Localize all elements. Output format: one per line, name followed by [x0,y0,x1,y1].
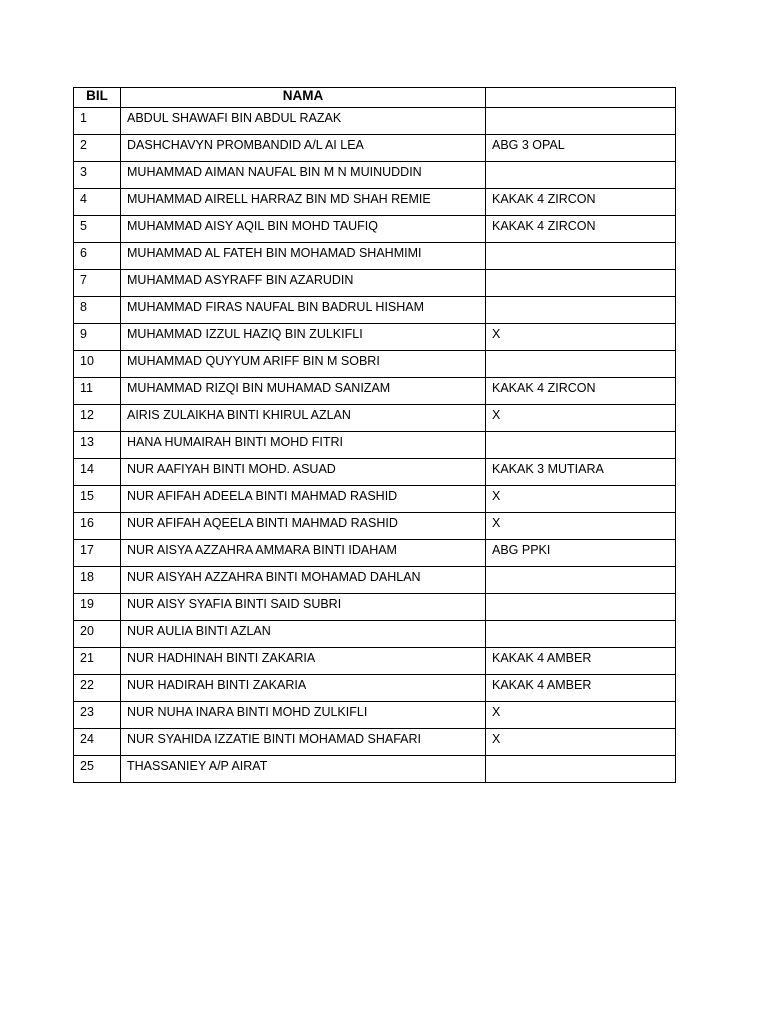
student-name-cell: MUHAMMAD AISY AQIL BIN MOHD TAUFIQ [121,216,486,243]
student-roster-table [73,87,676,783]
row-number-cell: 17 [74,540,121,567]
student-name-cell: MUHAMMAD RIZQI BIN MUHAMAD SANIZAM [121,378,486,405]
note-cell [486,270,676,297]
student-name-cell: AIRIS ZULAIKHA BINTI KHIRUL AZLAN [121,405,486,432]
row-number-cell: 6 [74,243,121,270]
note-cell [486,108,676,135]
header-bil: BIL [74,88,121,108]
table-row [74,378,676,405]
row-number-cell: 22 [74,675,121,702]
table-row [74,459,676,486]
table-row [74,351,676,378]
student-name-cell: MUHAMMAD AL FATEH BIN MOHAMAD SHAHMIMI [121,243,486,270]
note-cell [486,297,676,324]
student-name-cell: MUHAMMAD IZZUL HAZIQ BIN ZULKIFLI [121,324,486,351]
note-cell [486,621,676,648]
note-cell: X [486,405,676,432]
row-number-cell: 19 [74,594,121,621]
table-row [74,324,676,351]
note-cell: X [486,324,676,351]
student-name-cell: MUHAMMAD AIMAN NAUFAL BIN M N MUINUDDIN [121,162,486,189]
student-name-cell: NUR AISY SYAFIA BINTI SAID SUBRI [121,594,486,621]
row-number-cell: 25 [74,756,121,783]
table-row [74,270,676,297]
row-number-cell: 16 [74,513,121,540]
header-note [486,88,676,108]
note-cell [486,162,676,189]
table-row [74,189,676,216]
student-name-cell: NUR HADHINAH BINTI ZAKARIA [121,648,486,675]
row-number-cell: 20 [74,621,121,648]
row-number-cell: 12 [74,405,121,432]
row-number-cell: 3 [74,162,121,189]
row-number-cell: 23 [74,702,121,729]
student-name-cell: DASHCHAVYN PROMBANDID A/L AI LEA [121,135,486,162]
note-cell: X [486,486,676,513]
table-row [74,297,676,324]
note-cell [486,432,676,459]
row-number-cell: 14 [74,459,121,486]
note-cell: KAKAK 4 ZIRCON [486,378,676,405]
row-number-cell: 10 [74,351,121,378]
table-row [74,432,676,459]
row-number-cell: 1 [74,108,121,135]
row-number-cell: 8 [74,297,121,324]
note-cell: KAKAK 4 AMBER [486,675,676,702]
student-name-cell: NUR AISYA AZZAHRA AMMARA BINTI IDAHAM [121,540,486,567]
table-row [74,675,676,702]
note-cell: KAKAK 4 ZIRCON [486,189,676,216]
student-name-cell: MUHAMMAD QUYYUM ARIFF BIN M SOBRI [121,351,486,378]
note-cell: X [486,702,676,729]
note-cell [486,594,676,621]
student-name-cell: THASSANIEY A/P AIRAT [121,756,486,783]
note-cell: KAKAK 4 ZIRCON [486,216,676,243]
row-number-cell: 9 [74,324,121,351]
student-name-cell: HANA HUMAIRAH BINTI MOHD FITRI [121,432,486,459]
note-cell: X [486,513,676,540]
note-cell: KAKAK 4 AMBER [486,648,676,675]
student-name-cell: NUR HADIRAH BINTI ZAKARIA [121,675,486,702]
table-row [74,162,676,189]
student-name-cell: NUR SYAHIDA IZZATIE BINTI MOHAMAD SHAFARI [121,729,486,756]
student-name-cell: NUR AFIFAH AQEELA BINTI MAHMAD RASHID [121,513,486,540]
note-cell: KAKAK 3 MUTIARA [486,459,676,486]
table-row [74,540,676,567]
row-number-cell: 5 [74,216,121,243]
row-number-cell: 7 [74,270,121,297]
table-row [74,486,676,513]
table-row [74,756,676,783]
table-row [74,405,676,432]
table-row [74,729,676,756]
note-cell: ABG 3 OPAL [486,135,676,162]
student-name-cell: NUR AFIFAH ADEELA BINTI MAHMAD RASHID [121,486,486,513]
header-nama: NAMA [121,88,486,108]
table-row [74,108,676,135]
table-row [74,621,676,648]
student-name-cell: MUHAMMAD ASYRAFF BIN AZARUDIN [121,270,486,297]
student-name-cell: NUR AISYAH AZZAHRA BINTI MOHAMAD DAHLAN [121,567,486,594]
note-cell: ABG PPKI [486,540,676,567]
table-row [74,648,676,675]
table-body [74,108,676,783]
row-number-cell: 4 [74,189,121,216]
row-number-cell: 13 [74,432,121,459]
student-name-cell: NUR NUHA INARA BINTI MOHD ZULKIFLI [121,702,486,729]
student-name-cell: NUR AULIA BINTI AZLAN [121,621,486,648]
student-name-cell: MUHAMMAD AIRELL HARRAZ BIN MD SHAH REMIE [121,189,486,216]
row-number-cell: 21 [74,648,121,675]
student-name-cell: MUHAMMAD FIRAS NAUFAL BIN BADRUL HISHAM [121,297,486,324]
student-name-cell: ABDUL SHAWAFI BIN ABDUL RAZAK [121,108,486,135]
row-number-cell: 15 [74,486,121,513]
note-cell [486,351,676,378]
table-row [74,243,676,270]
table-row [74,216,676,243]
row-number-cell: 18 [74,567,121,594]
row-number-cell: 24 [74,729,121,756]
note-cell: X [486,729,676,756]
row-number-cell: 2 [74,135,121,162]
table-header-row [74,88,676,108]
table-row [74,594,676,621]
table-row [74,513,676,540]
note-cell [486,567,676,594]
student-name-cell: NUR AAFIYAH BINTI MOHD. ASUAD [121,459,486,486]
note-cell [486,756,676,783]
row-number-cell: 11 [74,378,121,405]
table-row [74,567,676,594]
table-row [74,135,676,162]
table-row [74,702,676,729]
note-cell [486,243,676,270]
